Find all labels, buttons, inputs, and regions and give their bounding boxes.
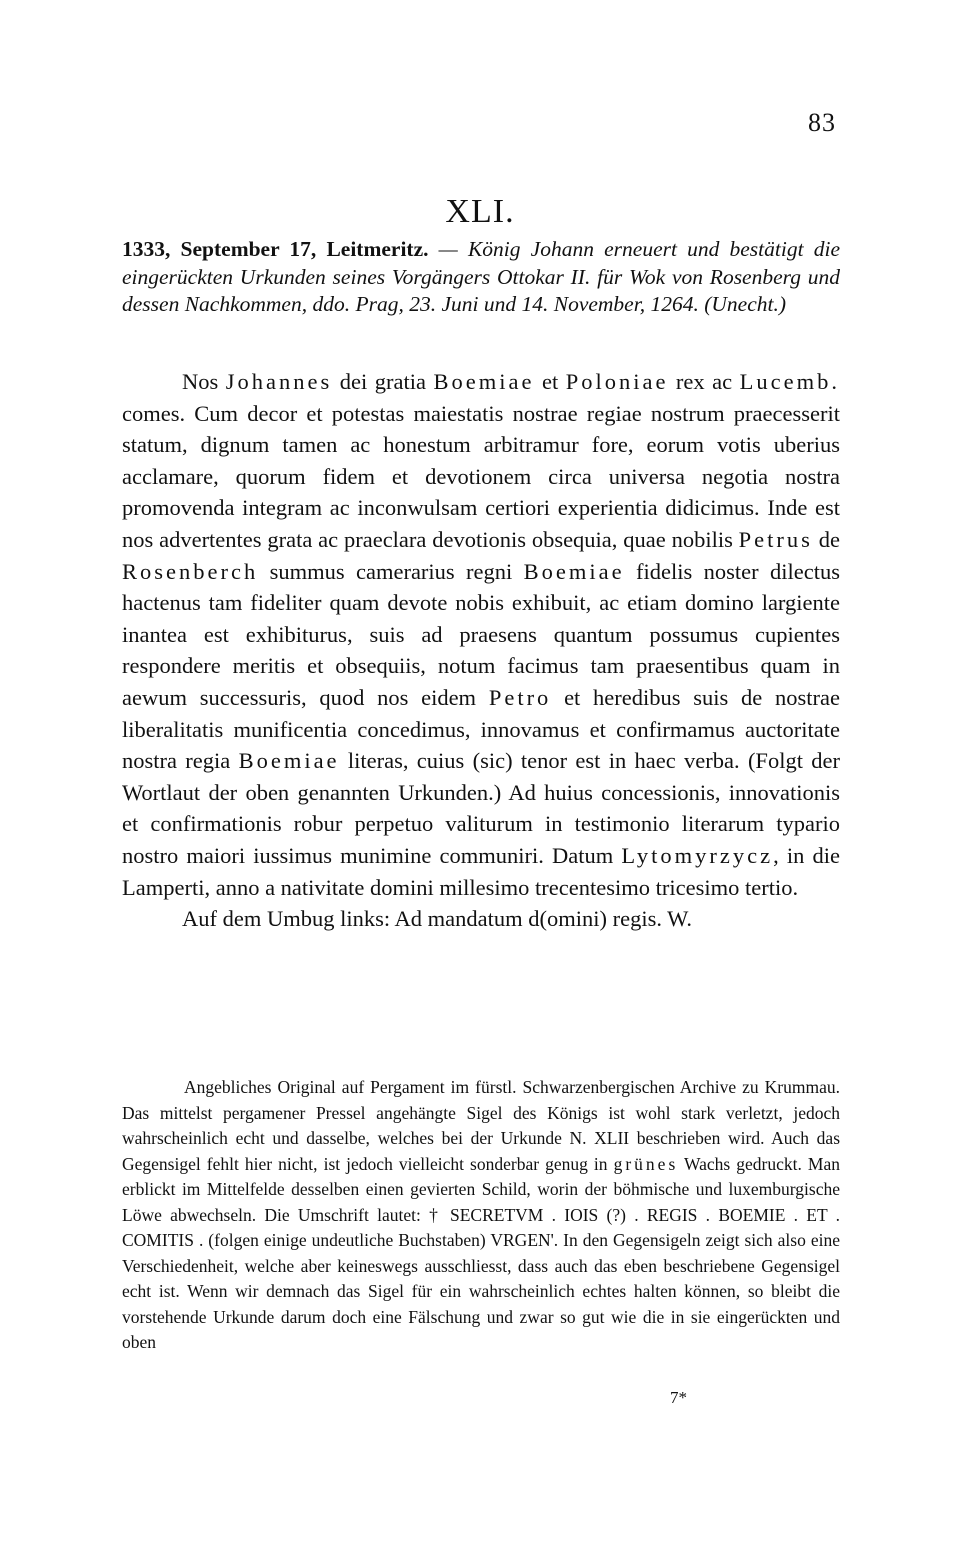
text-run: dei gratia [332,369,434,394]
signature-mark: 7* [670,1388,687,1407]
spaced-name: Boemiae [238,748,340,774]
spaced-name: Johannes [225,369,333,394]
editorial-notes [122,1075,840,1356]
spaced-name: Rosenberch [122,558,259,584]
text-run: summus camerarius regni [258,558,524,584]
text-run: comes. Cum decor et potestas maiestatis nostrae regiae nostrum praecesserit statum, dignum tamen ac honestum arbitramur fore, eorum votis uberius acclamare, quorum fidem et devotionem circa universa negotia nostra promovenda integram ac inconwulsam certiori experientia didicimus. Inde est nos advertentes grata ac praeclara devotionis obsequia, quae nobilis [122,400,840,552]
document-number: XLI. [445,193,515,230]
text-run: et [534,369,566,394]
spaced-name: Petrus [738,526,813,552]
text-run: literas, cuius (sic) tenor est in haec verba. (Folgt der Wortlaut der oben genannten Urkunden.) Ad huius concessionis, innovationis et confirmationis robur perpetuo valiturum in testimonio literarum typario nostro maiori iussimus munimine communiri. Datum [122,748,840,868]
spaced-name: Poloniae [565,369,669,394]
endorsement-line [122,903,840,935]
text-run: Auf dem Umbug links: [182,906,395,932]
document-body [122,366,840,935]
text-run: , in die Lamperti, anno a nativitate domini millesimo trecentesimo tricesimo tertio. [122,842,840,900]
text-run: et heredibus suis de nostrae liberalitatis munificentia concedimus, innovamus et confirmamus auctoritate nostra regia [122,684,840,774]
header-summary: — König Johann erneuert und bestätigt die eingerückten Urkunden seines Vorgängers Ottokar II. für Wok von Rosenberg und dessen Nachkommen, ddo. Prag, 23. Juni und 14. November, 1264. (Unecht.) [122,237,840,316]
text-run: Wachs gedruckt. Man erblickt im Mittelfelde desselben einen gevierten Schild, worin der böhmische und luxemburgische Löwe abwechseln. Die Umschrift lautet: † SECRETVM . IOIS (?) . REGIS . BOEMIE . ET . COMITIS . (folgen einige undeutliche Buchstaben) VRGEN'. In den Gegensigeln zeigt sich also eine Verschiedenheit, welche aber keineswegs ausschliesst, dass auch das eben beschriebene Gegensigel echt ist. Wenn wir demnach das Sigel für ein wahrscheinlich echtes halten können, so bleibt die vorstehende Urkunde darum doch eine Fälschung und zwar so gut wie die in sie eingerückten und oben [122,1153,840,1352]
document-header [122,236,840,319]
page-number: 83 [808,108,836,137]
spaced-name: Lytomyrzycz [621,842,774,868]
spaced-name: Lucemb. [739,369,840,394]
text-run: fidelis noster dilectus hactenus tam fideliter quam devote nobis exhibuit, ac etiam domino largiente inantea est exhibiturus, suis ad praesens quantum possumus cupientes respondere meritis et obsequiis, notum facimus tam praesentibus quam in aewum successuris, quod nos eidem [122,558,840,710]
spaced-word: grünes [613,1153,679,1174]
text-run: Angebliches Original auf Pergament im fürstl. Schwarzenbergischen Archive zu Krummau. Das mittelst pergamener Pressel angehängte Sigel des Königs ist wohl stark verletzt, jedoch wahrscheinlich echt und dasselbe, welches bei der Urkunde N. XLII beschrieben wird. Auch das Gegensigel fehlt hier nicht, ist jedoch vielleicht sonderbar genug in [122,1077,840,1174]
text-run: Nos [182,369,226,394]
text-run: de [812,526,840,552]
spaced-name: Boemiae [433,369,535,394]
text-run: rex ac [668,369,740,394]
header-date-place: 1333, September 17, Leitmeritz. [122,237,429,261]
spaced-name: Boemiae [523,558,625,584]
text-run: Ad mandatum d(omini) regis. W. [394,906,692,932]
body-paragraph [122,366,840,903]
notes-paragraph [122,1075,840,1356]
spaced-name: Petro [488,684,552,710]
